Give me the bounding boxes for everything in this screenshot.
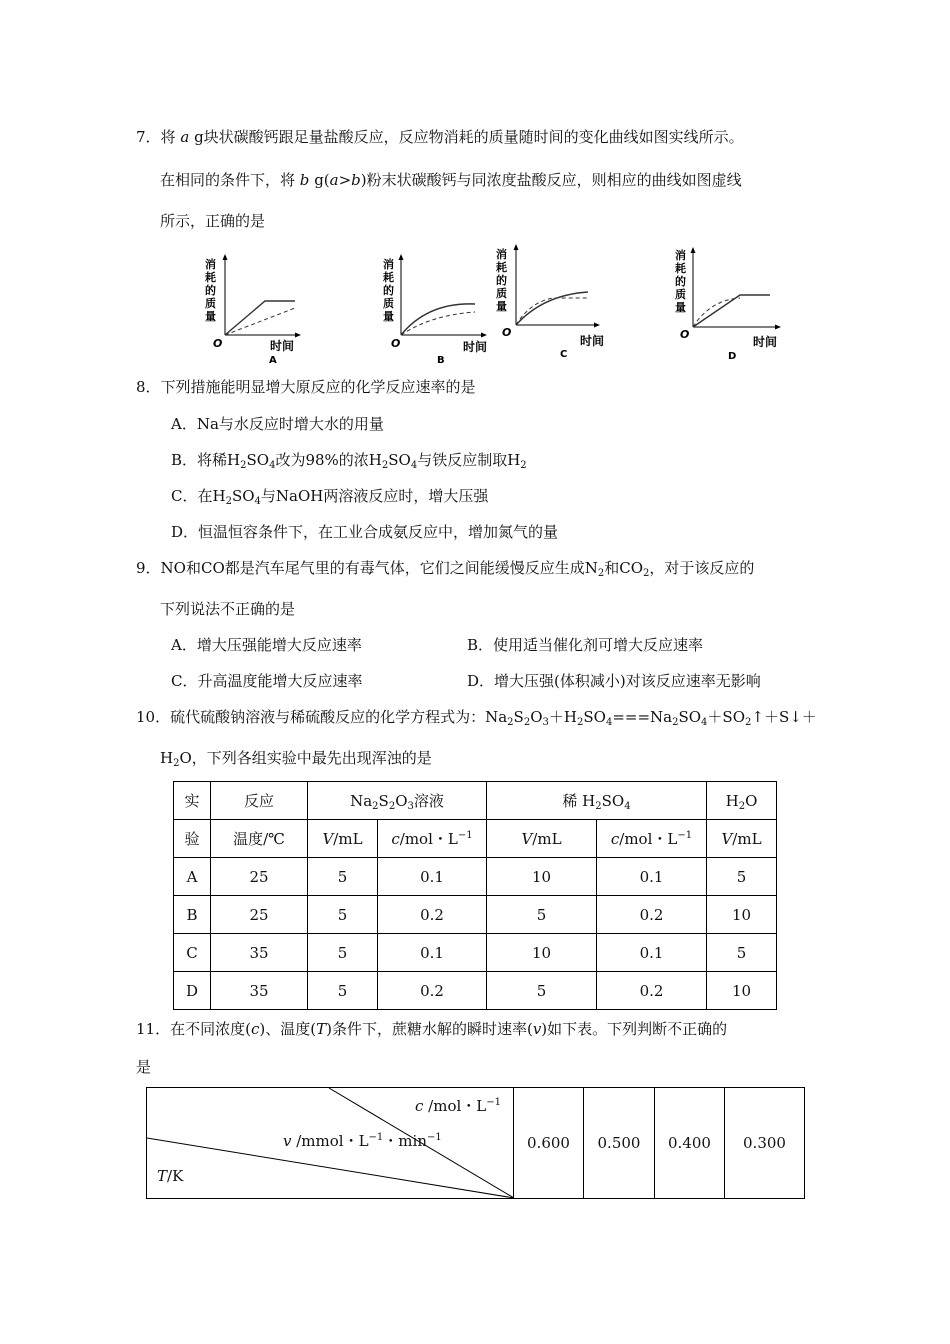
conc-cell: 0.300 — [725, 1088, 805, 1199]
q7-line2: 在相同的条件下，将 b g(a>b)粉末状碳酸钙与同浓度盐酸反应，则相应的曲线如图虚线 — [160, 171, 742, 189]
q9-option-c: C．升高温度能增大反应速率 — [171, 672, 363, 690]
graph-a — [195, 250, 305, 369]
conc-cell: 0.600 — [514, 1088, 584, 1199]
header-c: c/mol・$L^{-1}$ — [597, 820, 707, 858]
q7-line3: 所示，正确的是 — [160, 212, 266, 230]
header-exp-2: 验 — [174, 820, 211, 858]
table-row: C 35 5 0.1 10 0.1 5 — [174, 934, 777, 972]
table-row: A 25 5 0.1 10 0.1 5 — [174, 858, 777, 896]
graph-d — [665, 245, 790, 364]
header-h2o: $H_2O$ — [707, 782, 777, 820]
q10-stem-line2: $H_2O$，下列各组实验中最先出现浑浊的是 — [160, 749, 432, 769]
q11-table — [146, 1087, 805, 1199]
q8-option-c: C．在$H_2SO_4$与NaOH两溶液反应时，增大压强 — [171, 487, 489, 507]
svg-text:耗: 耗 — [675, 262, 686, 275]
q10-stem: 10．硫代硫酸钠溶液与稀硫酸反应的化学方程式为：$Na_2S_2O_3+H_2SO_4===Na_2SO_4+SO_2↑+S↓+$ — [136, 708, 817, 728]
svg-text:质: 质 — [675, 288, 686, 301]
header-h2so4: 稀 $H_2SO_4$ — [487, 782, 707, 820]
q9-option-b: B．使用适当催化剂可增大反应速率 — [467, 636, 704, 654]
svg-text:耗: 耗 — [205, 271, 216, 284]
q11-stem-line2: 是 — [136, 1058, 152, 1076]
header-temp-1: 反应 — [211, 782, 308, 820]
table-row: B 25 5 0.2 5 0.2 10 — [174, 896, 777, 934]
graph-origin: O — [680, 328, 690, 341]
svg-text:质: 质 — [205, 297, 216, 310]
svg-text:量: 量 — [205, 310, 216, 323]
graph-xlabel: 时间 — [463, 340, 488, 354]
graph-letter: D — [728, 351, 737, 360]
q9-option-d: D．增大压强(体积减小)对该反应速率无影响 — [467, 672, 761, 690]
graph-letter: C — [560, 349, 568, 360]
svg-text:量: 量 — [675, 301, 686, 314]
svg-text:量: 量 — [383, 310, 394, 323]
q8-option-d: D．恒温恒容条件下，在工业合成氨反应中，增加氮气的量 — [171, 523, 559, 541]
q9-stem-line2: 下列说法不正确的是 — [160, 600, 296, 618]
svg-text:量: 量 — [496, 300, 507, 313]
header-na2s2o3: $Na_2S_2O_3$溶液 — [308, 782, 487, 820]
graph-origin: O — [213, 337, 223, 350]
graph-xlabel: 时间 — [580, 334, 605, 348]
svg-text:耗: 耗 — [496, 261, 507, 274]
svg-text:耗: 耗 — [383, 271, 394, 284]
header-exp-1: 实 — [174, 782, 211, 820]
graph-xlabel: 时间 — [270, 339, 295, 353]
q9-stem: 9．NO和CO都是汽车尾气里的有毒气体，它们之间能缓慢反应生成$N_2$和$CO_2$，对于该反应的 — [136, 559, 755, 579]
graph-b — [373, 250, 493, 369]
table-row: D 35 5 0.2 5 0.2 10 — [174, 972, 777, 1010]
q7-line1: 7．将 a g块状碳酸钙跟足量盐酸反应，反应物消耗的质量随时间的变化曲线如图实线所示。 — [136, 128, 744, 146]
q8-option-a: A．Na与水反应时增大水的用量 — [171, 415, 384, 433]
svg-text:的: 的 — [205, 284, 216, 297]
q10-table — [173, 781, 777, 1010]
graph-ylabel: 消 — [383, 258, 394, 271]
graph-origin: O — [502, 326, 512, 339]
graph-ylabel: 消 — [496, 248, 507, 261]
q8-option-b: B．将稀$H_2SO_4$改为98%的浓$H_2SO_4$与铁反应制取$H_2$ — [171, 451, 527, 471]
svg-text:的: 的 — [675, 275, 686, 288]
graph-letter: A — [269, 355, 277, 365]
header-v: V/mL — [308, 820, 378, 858]
svg-text:的: 的 — [496, 274, 507, 287]
header-v: V/mL — [707, 820, 777, 858]
graph-letter: B — [437, 355, 445, 365]
svg-text:质: 质 — [383, 297, 394, 310]
q9-option-a: A．增大压强能增大反应速率 — [171, 636, 362, 654]
conc-cell: 0.400 — [655, 1088, 725, 1199]
header-temp-2: 温度/℃ — [211, 820, 308, 858]
graph-ylabel: 消 — [675, 249, 686, 262]
q8-stem: 8．下列措施能明显增大原反应的化学反应速率的是 — [136, 378, 476, 396]
conc-cell: 0.500 — [584, 1088, 655, 1199]
header-v: V/mL — [487, 820, 597, 858]
diagonal-header: c /mol・$L^{-1}$ v /mmol・$L^{-1}$・$\min^{-1}$ T/K — [147, 1088, 514, 1199]
graph-ylabel: 消 — [205, 258, 216, 271]
svg-text:质: 质 — [496, 287, 507, 300]
svg-text:的: 的 — [383, 284, 394, 297]
header-c: c/mol・$L^{-1}$ — [378, 820, 487, 858]
graph-xlabel: 时间 — [753, 335, 778, 349]
graph-c — [488, 240, 608, 369]
q11-stem: 11．在不同浓度(c)、温度(T)条件下，蔗糖水解的瞬时速率(v)如下表。下列判断不正确的 — [136, 1020, 728, 1038]
graph-origin: O — [391, 337, 401, 350]
